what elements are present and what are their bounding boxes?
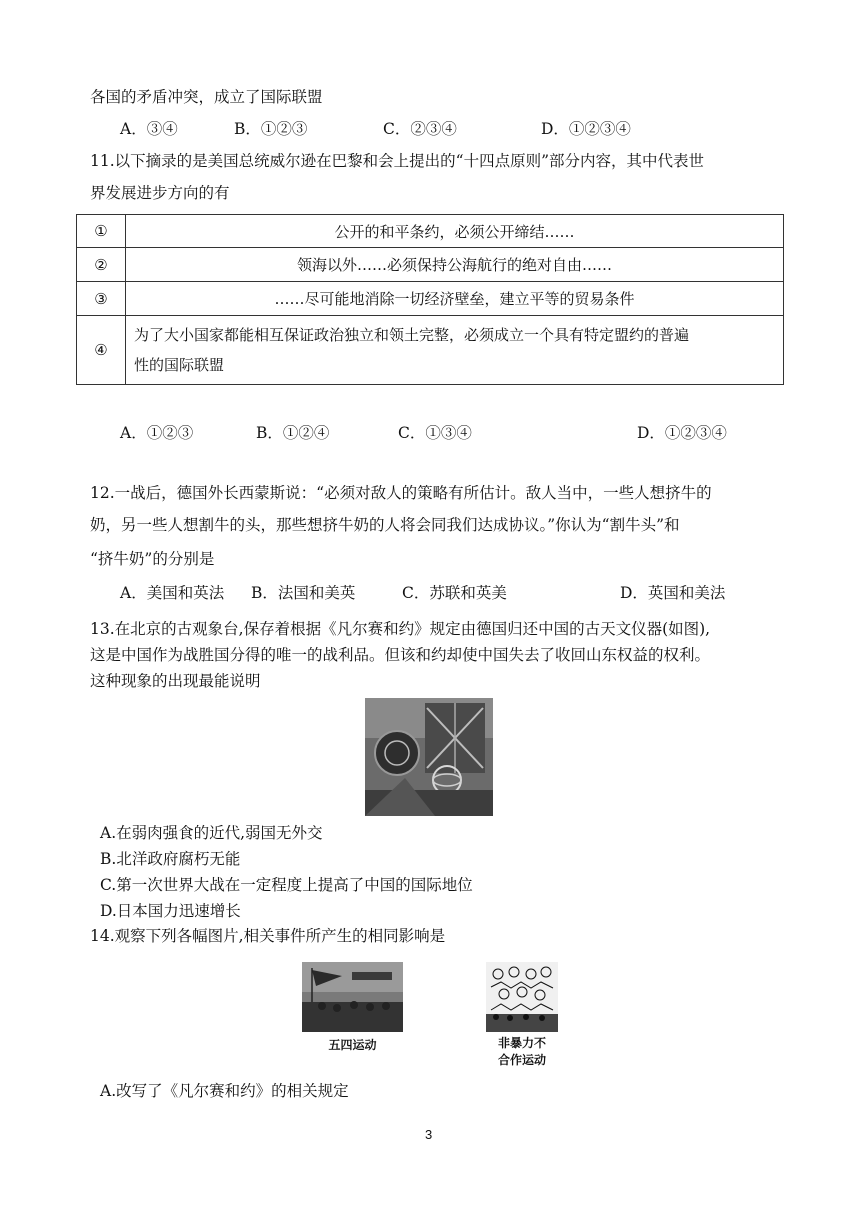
- non-cooperation-movement-drawing: [486, 962, 558, 1032]
- astronomical-instrument-drawing: [365, 698, 493, 816]
- q11-option-b: B．①②④: [256, 424, 330, 442]
- q10-option-d: D．①②③④: [541, 120, 631, 138]
- q11-option-d: D．①②③④: [637, 424, 727, 442]
- q12-option-d: D．英国和美法: [620, 584, 726, 602]
- q12-option-a: A．美国和英法: [120, 584, 225, 602]
- table-row: [77, 248, 784, 282]
- q13-option-c: C.第一次世界大战在一定程度上提高了中国的国际地位: [100, 876, 473, 894]
- non-cooperation-movement-illustration: [486, 962, 558, 1032]
- may-fourth-caption: 五四运动: [328, 1038, 377, 1052]
- q13-option-d: D.日本国力迅速增长: [100, 902, 241, 920]
- row-text: ……尽可能地消除一切经济壁垒，建立平等的贸易条件: [126, 282, 784, 316]
- q11-principles-table: [76, 214, 784, 385]
- row-number: ③: [77, 282, 126, 316]
- q11-stem-line2: 界发展进步方向的有: [90, 184, 230, 202]
- q10-option-a: A．③④: [120, 120, 178, 138]
- q11-option-a: A．①②③: [120, 424, 194, 442]
- row-number: ②: [77, 248, 126, 282]
- q14-stem: 14.观察下列各幅图片,相关事件所产生的相同影响是: [90, 927, 446, 945]
- row-text-line1: 为了大小国家都能相互保证政治独立和领土完整，必须成立一个具有特定盟约的普遍: [134, 326, 690, 344]
- row-number: ④: [77, 316, 126, 385]
- non-cooperation-caption-line2: 合作运动: [497, 1053, 546, 1067]
- q12-line3: “挤牛奶”的分别是: [90, 550, 215, 568]
- table-row: [77, 282, 784, 316]
- q12-option-c: C．苏联和英美: [402, 584, 507, 602]
- q13-option-a: A.在弱肉强食的近代,弱国无外交: [100, 824, 323, 842]
- may-fourth-movement-drawing: [302, 962, 403, 1032]
- row-number: ①: [77, 215, 126, 248]
- astronomical-instrument-photo: [365, 698, 493, 816]
- row-text: 公开的和平条约，必须公开缔结……: [126, 215, 784, 248]
- q13-option-b: B.北洋政府腐朽无能: [100, 850, 241, 868]
- q12-option-b: B．法国和美英: [251, 584, 356, 602]
- may-fourth-movement-photo: [302, 962, 403, 1032]
- row-text: 领海以外……必须保持公海航行的绝对自由……: [126, 248, 784, 282]
- q10-option-b: B．①②③: [234, 120, 308, 138]
- q11-stem-line1: 11.以下摘录的是美国总统威尔逊在巴黎和会上提出的“十四点原则”部分内容，其中代表世: [90, 152, 705, 170]
- q11-option-c: C．①③④: [398, 424, 472, 442]
- q14-option-a: A.改写了《凡尔赛和约》的相关规定: [100, 1082, 349, 1100]
- q13-line3: 这种现象的出现最能说明: [90, 672, 261, 690]
- q13-line2: 这是中国作为战胜国分得的唯一的战利品。但该和约却使中国失去了收回山东权益的权利。: [90, 646, 711, 664]
- row-text: [126, 316, 784, 385]
- q10-tail-text: 各国的矛盾冲突，成立了国际联盟: [90, 88, 323, 106]
- q12-line2: 奶，另一些人想割牛的头，那些想挤牛奶的人将会同我们达成协议。”你认为“割牛头”和: [90, 516, 680, 534]
- page-number: 3: [425, 1127, 433, 1142]
- q10-option-c: C．②③④: [383, 120, 457, 138]
- q12-line1: 12.一战后，德国外长西蒙斯说：“必须对敌人的策略有所估计。敌人当中，一些人想挤牛的: [90, 484, 712, 502]
- non-cooperation-caption-line1: 非暴力不: [497, 1036, 546, 1050]
- non-cooperation-caption: [476, 1035, 568, 1069]
- q13-line1: 13.在北京的古观象台,保存着根据《凡尔赛和约》规定由德国归还中国的古天文仪器(如图),: [90, 620, 711, 638]
- row-text-line2: 性的国际联盟: [134, 356, 225, 374]
- table-row: [77, 316, 784, 385]
- table-row: [77, 215, 784, 248]
